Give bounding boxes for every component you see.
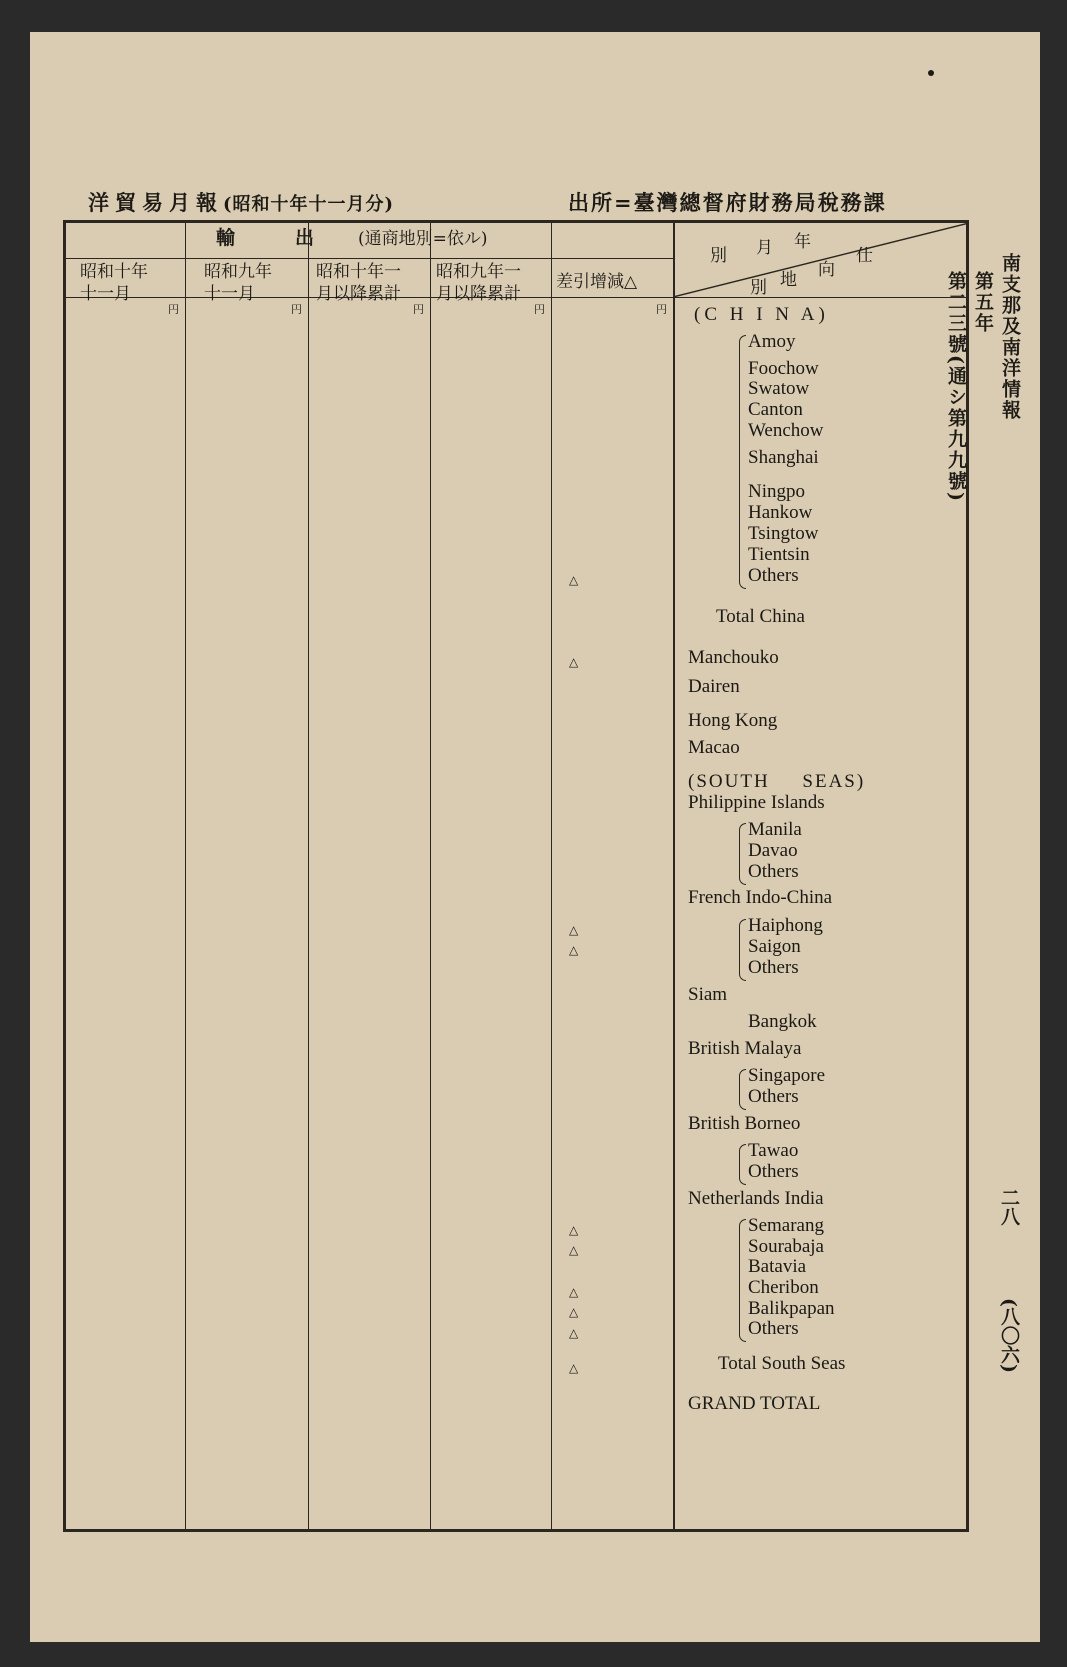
- corner-shi: 仕: [856, 246, 873, 266]
- group-brace: [739, 823, 746, 885]
- col-header-1: 昭和十年 十一月: [80, 262, 148, 304]
- region-label: GRAND TOTAL: [688, 1393, 821, 1414]
- col-divider: [551, 223, 552, 1529]
- region-label: Batavia: [748, 1256, 807, 1277]
- group-brace: [739, 1219, 746, 1342]
- region-label: Canton: [748, 399, 803, 420]
- region-label: British Malaya: [688, 1038, 802, 1059]
- side-caption: 南支那及南洋情報 第五年 第二三號(通シ第九九號): [945, 253, 1021, 503]
- decrease-triangle-icon: △: [569, 573, 579, 587]
- col-divider: [185, 223, 186, 1529]
- region-label: (C H I N A): [694, 304, 829, 325]
- region-label: Manila: [748, 819, 802, 840]
- decrease-triangle-icon: △: [569, 1305, 579, 1319]
- col-header-5: 差引增減△: [556, 272, 638, 292]
- region-label: Saigon: [748, 936, 801, 957]
- group-brace: [739, 335, 746, 589]
- decrease-triangle-icon: △: [569, 1285, 579, 1299]
- region-label: Wenchow: [748, 420, 824, 441]
- region-label: Hong Kong: [688, 710, 778, 731]
- region-label: Cheribon: [748, 1277, 819, 1298]
- decrease-triangle-icon: △: [569, 923, 579, 937]
- region-label: Tsingtow: [748, 523, 819, 544]
- decrease-triangle-icon: △: [569, 1361, 579, 1375]
- corner-by: 別: [710, 246, 727, 266]
- region-label: Macao: [688, 737, 740, 758]
- page-number: 二八: [998, 1188, 1020, 1226]
- region-label: Total South Seas: [718, 1353, 846, 1374]
- corner-month: 月: [756, 238, 773, 258]
- region-label: French Indo-China: [688, 887, 833, 908]
- decrease-triangle-icon: △: [569, 1223, 579, 1237]
- region-label: Foochow: [748, 358, 819, 379]
- region-label: Netherlands India: [688, 1188, 824, 1209]
- region-label: (SOUTH SEAS): [688, 771, 866, 792]
- region-label: Amoy: [748, 331, 796, 352]
- report-title: 洋貿易月報(昭和十年十一月分): [88, 190, 395, 215]
- region-label: Tientsin: [748, 544, 810, 565]
- region-label: Others: [748, 1086, 799, 1107]
- unit-yen: 円: [168, 303, 179, 316]
- region-label: Others: [748, 1161, 799, 1182]
- corner-chi: 地: [780, 270, 797, 290]
- region-label: Ningpo: [748, 481, 805, 502]
- page-number-total: (八〇六): [998, 1298, 1020, 1373]
- col-divider: [308, 223, 309, 1529]
- header-export-note: (通商地別=依ル): [358, 229, 488, 249]
- corner-year: 年: [794, 232, 811, 252]
- decrease-triangle-icon: △: [569, 1243, 579, 1257]
- col-divider: [430, 223, 431, 1529]
- report-source: 出所=臺灣總督府財務局稅務課: [568, 190, 887, 215]
- region-label: Manchouko: [688, 647, 779, 668]
- region-label: British Borneo: [688, 1113, 801, 1134]
- corner-ko: 向: [818, 260, 835, 280]
- region-label: Balikpapan: [748, 1298, 835, 1319]
- col-divider: [673, 223, 675, 1529]
- unit-yen: 円: [534, 303, 545, 316]
- region-label: Bangkok: [748, 1011, 817, 1032]
- col-header-3: 昭和十年一 月以降累計: [316, 262, 401, 304]
- region-label: Haiphong: [748, 915, 823, 936]
- region-label: Singapore: [748, 1065, 826, 1086]
- region-label: Tawao: [748, 1140, 799, 1161]
- region-label: Total China: [716, 606, 805, 627]
- region-label: Semarang: [748, 1215, 824, 1236]
- region-label: Shanghai: [748, 447, 819, 468]
- corner-by2: 別: [750, 278, 767, 298]
- region-label: Others: [748, 957, 799, 978]
- unit-yen: 円: [291, 303, 302, 316]
- region-label: Others: [748, 565, 799, 586]
- region-label: Swatow: [748, 378, 810, 399]
- region-label: Sourabaja: [748, 1236, 824, 1257]
- region-label: Siam: [688, 984, 728, 1005]
- col-header-2: 昭和九年 十一月: [204, 262, 272, 304]
- decrease-triangle-icon: △: [569, 655, 579, 669]
- export-table: [63, 220, 969, 1532]
- group-brace: [739, 1144, 746, 1185]
- decrease-triangle-icon: △: [569, 943, 579, 957]
- region-label: Philippine Islands: [688, 792, 825, 813]
- decrease-triangle-icon: △: [569, 1326, 579, 1340]
- unit-yen: 円: [656, 303, 667, 316]
- region-label: Hankow: [748, 502, 813, 523]
- region-label: Dairen: [688, 676, 740, 697]
- group-brace: [739, 919, 746, 981]
- group-brace: [739, 1069, 746, 1110]
- region-label: Others: [748, 1318, 799, 1339]
- unit-yen: 円: [413, 303, 424, 316]
- col-header-4: 昭和九年一 月以降累計: [436, 262, 521, 304]
- header-export: 輸出: [216, 227, 375, 249]
- ink-dot: [928, 70, 934, 76]
- region-label: Others: [748, 861, 799, 882]
- header-divider: [66, 258, 673, 259]
- region-label: Davao: [748, 840, 798, 861]
